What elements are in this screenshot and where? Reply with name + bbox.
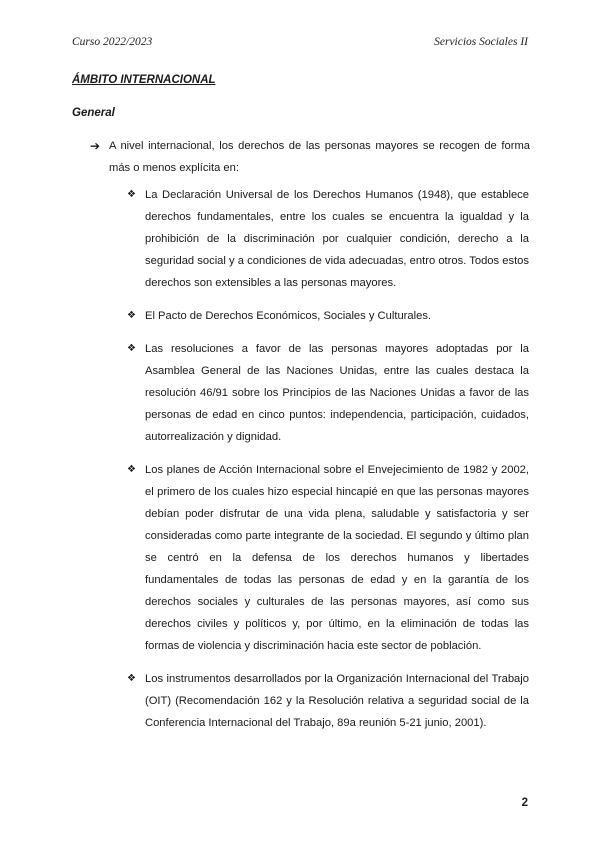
intro-paragraph <box>90 135 530 179</box>
list-item-text: La Declaración Universal de los Derechos Humanos (1948), que establece derechos fundamentales, entre los cuales se encuentra la igualdad y la prohibición de la discriminación por cualquier condición, derecho a la seguridad social y a condiciones de vida adecuadas, entro otros. Todos estos derechos son extensibles a las personas mayores. <box>145 189 529 289</box>
page-number: 2 <box>521 797 528 809</box>
header-subject: Servicios Sociales II <box>434 36 528 48</box>
list-item <box>127 459 529 657</box>
diamond-bullet-icon: ❖ <box>127 673 136 684</box>
diamond-bullet-icon: ❖ <box>127 310 136 321</box>
diamond-bullet-icon: ❖ <box>127 464 136 475</box>
header-course: Curso 2022/2023 <box>72 36 153 48</box>
subsection-title: General <box>72 107 115 119</box>
arrow-right-icon: ➔ <box>90 139 101 153</box>
intro-text: A nivel internacional, los derechos de las personas mayores se recogen de forma más o menos explícita en: <box>109 140 530 174</box>
section-title: ÁMBITO INTERNACIONAL <box>72 74 216 86</box>
list-item-text: El Pacto de Derechos Económicos, Sociales y Culturales. <box>145 310 432 322</box>
list-item-text: Las resoluciones a favor de las personas mayores adoptadas por la Asamblea General de las Naciones Unidas, entre las cuales destaca la resolución 46/91 sobre los Principios de las Naciones Unidas a favor de las personas de edad en cinco puntos: independencia, participación, cuidados, autorrealización y dignidad. <box>145 343 529 443</box>
list-item <box>127 338 529 448</box>
diamond-bullet-icon: ❖ <box>127 189 136 200</box>
list-item <box>127 305 529 327</box>
list-item-text: Los instrumentos desarrollados por la Organización Internacional del Trabajo (OIT) (Recomendación 162 y la Resolución relativa a seguridad social de la Conferencia Internacional del Trabajo, 89a reunión 5-21 junio, 2001). <box>145 673 529 729</box>
list-item <box>127 184 529 294</box>
list-item <box>127 668 529 734</box>
diamond-bullet-icon: ❖ <box>127 343 136 354</box>
bullet-list <box>127 184 529 745</box>
list-item-text: Los planes de Acción Internacional sobre el Envejecimiento de 1982 y 2002, el primero de los cuales hizo especial hincapié en que las personas mayores debían poder disfrutar de una vida plena, saludable y satisfactoria y ser consideradas como parte integrante de la sociedad. El segundo y último plan se centró en la defensa de los derechos humanos y libertades fundamentales de todas las personas de edad y en la garantía de los derechos sociales y culturales de las personas mayores, así como sus derechos civiles y políticos y, por último, en la eliminación de todas las formas de violencia y discriminación hacia este sector de población. <box>145 464 529 652</box>
